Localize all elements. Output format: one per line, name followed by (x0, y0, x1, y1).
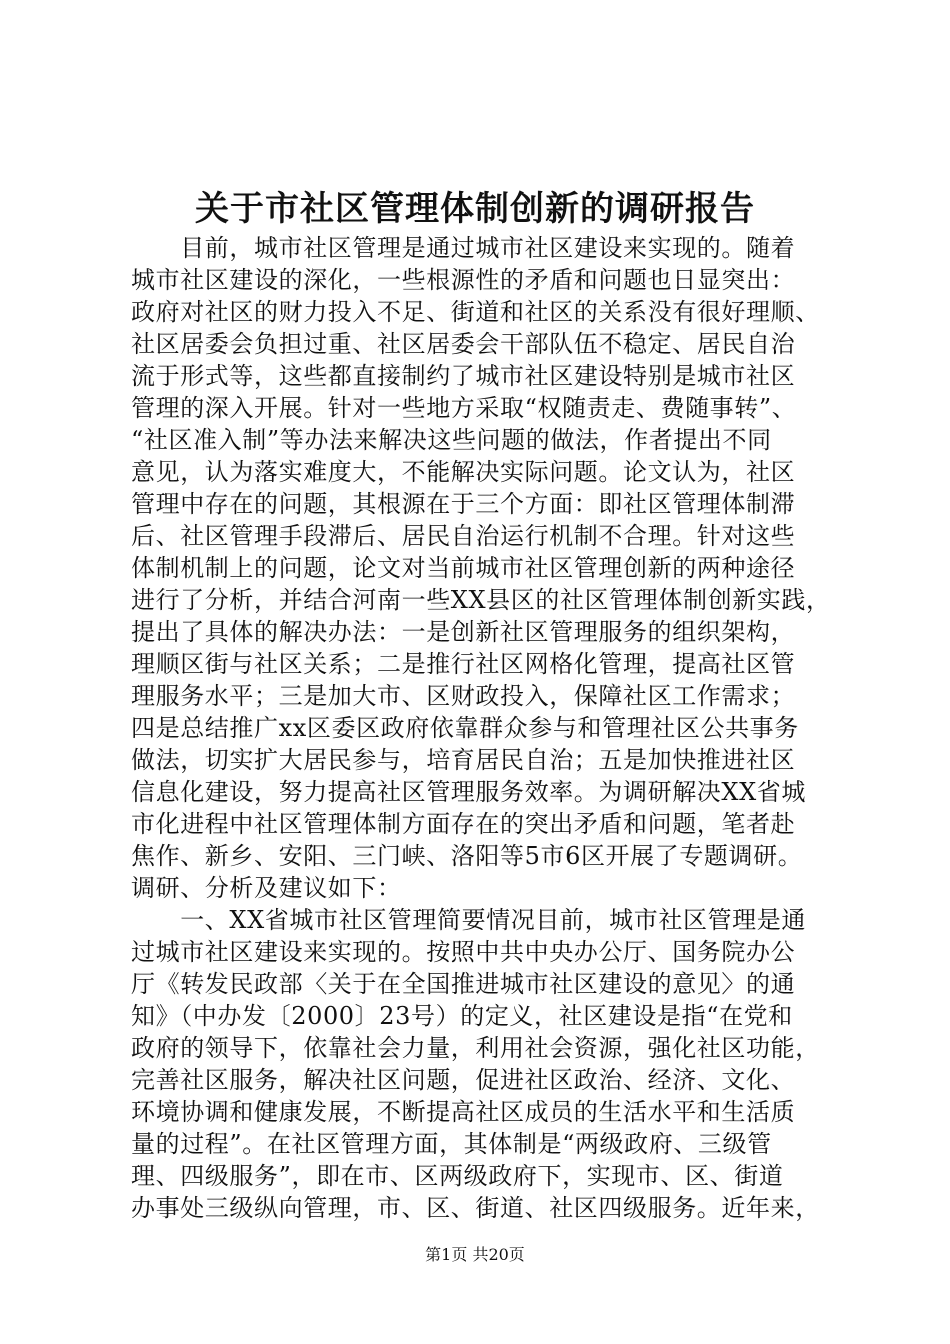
body-line: 目前，城市社区管理是通过城市社区建设来实现的。随着 (131, 234, 796, 262)
body-line: 城市社区建设的深化，一些根源性的矛盾和问题也日显突出： (131, 266, 796, 294)
body-line: 市化进程中社区管理体制方面存在的突出矛盾和问题，笔者赴 (131, 810, 796, 838)
body-line: 体制机制上的问题，论文对当前城市社区管理创新的两种途径 (131, 554, 796, 582)
body-line: 调研、分析及建议如下： (131, 874, 402, 902)
body-line: 流于形式等，这些都直接制约了城市社区建设特别是城市社区 (131, 362, 796, 390)
body-line: 办事处三级纵向管理，市、区、街道、社区四级服务。近年来， (131, 1194, 820, 1222)
document-body (131, 232, 831, 1224)
body-line: 厅《转发民政部〈关于在全国推进城市社区建设的意见〉的通 (131, 970, 796, 998)
body-line: 过城市社区建设来实现的。按照中共中央办公厅、国务院办公 (131, 938, 796, 966)
body-line: 理服务水平；三是加大市、区财政投入，保障社区工作需求； (131, 682, 796, 710)
body-line: 理、四级服务”，即在市、区两级政府下，实现市、区、街道 (131, 1162, 784, 1190)
body-line: 信息化建设，努力提高社区管理服务效率。为调研解决XX省城 (131, 778, 806, 806)
body-line: 完善社区服务，解决社区问题，促进社区政治、经济、文化、 (131, 1066, 796, 1094)
body-line: 后、社区管理手段滞后、居民自治运行机制不合理。针对这些 (131, 522, 796, 550)
body-line: 提出了具体的解决办法：一是创新社区管理服务的组织架构， (131, 618, 796, 646)
body-line: 社区居委会负担过重、社区居委会干部队伍不稳定、居民自治 (131, 330, 796, 358)
body-line: 环境协调和健康发展，不断提高社区成员的生活水平和生活质 (131, 1098, 796, 1126)
body-line: 政府的领导下，依靠社会力量，利用社会资源，强化社区功能， (131, 1034, 820, 1062)
document-title: 关于市社区管理体制创新的调研报告 (195, 189, 755, 229)
body-line: 进行了分析，并结合河南一些XX县区的社区管理体制创新实践， (131, 586, 831, 614)
body-line: 管理的深入开展。针对一些地方采取“权随责走、费随事转”、 (131, 394, 797, 422)
body-line: 焦作、新乡、安阳、三门峡、洛阳等5市6区开展了专题调研。 (131, 842, 803, 870)
body-line: 量的过程”。在社区管理方面，其体制是“两级政府、三级管 (131, 1130, 772, 1158)
body-line: 理顺区街与社区关系；二是推行社区网格化管理，提高社区管 (131, 650, 796, 678)
body-line: 做法，切实扩大居民参与，培育居民自治；五是加快推进社区 (131, 746, 796, 774)
body-line: 政府对社区的财力投入不足、街道和社区的关系没有很好理顺、 (131, 298, 820, 326)
body-line: 一、XX省城市社区管理简要情况目前，城市社区管理是通 (131, 906, 806, 934)
body-line: 意见，认为落实难度大，不能解决实际问题。论文认为，社区 (131, 458, 796, 486)
body-line: 管理中存在的问题，其根源在于三个方面：即社区管理体制滞 (131, 490, 796, 518)
body-line: 四是总结推广xx区委区政府依靠群众参与和管理社区公共事务 (131, 714, 799, 742)
body-line: “社区准入制”等办法来解决这些问题的做法，作者提出不同 (131, 426, 772, 454)
body-line: 知》（中办发〔2000〕23号）的定义，社区建设是指“在党和 (131, 1002, 793, 1030)
page-footer: 第1页 共20页 (425, 1245, 525, 1264)
